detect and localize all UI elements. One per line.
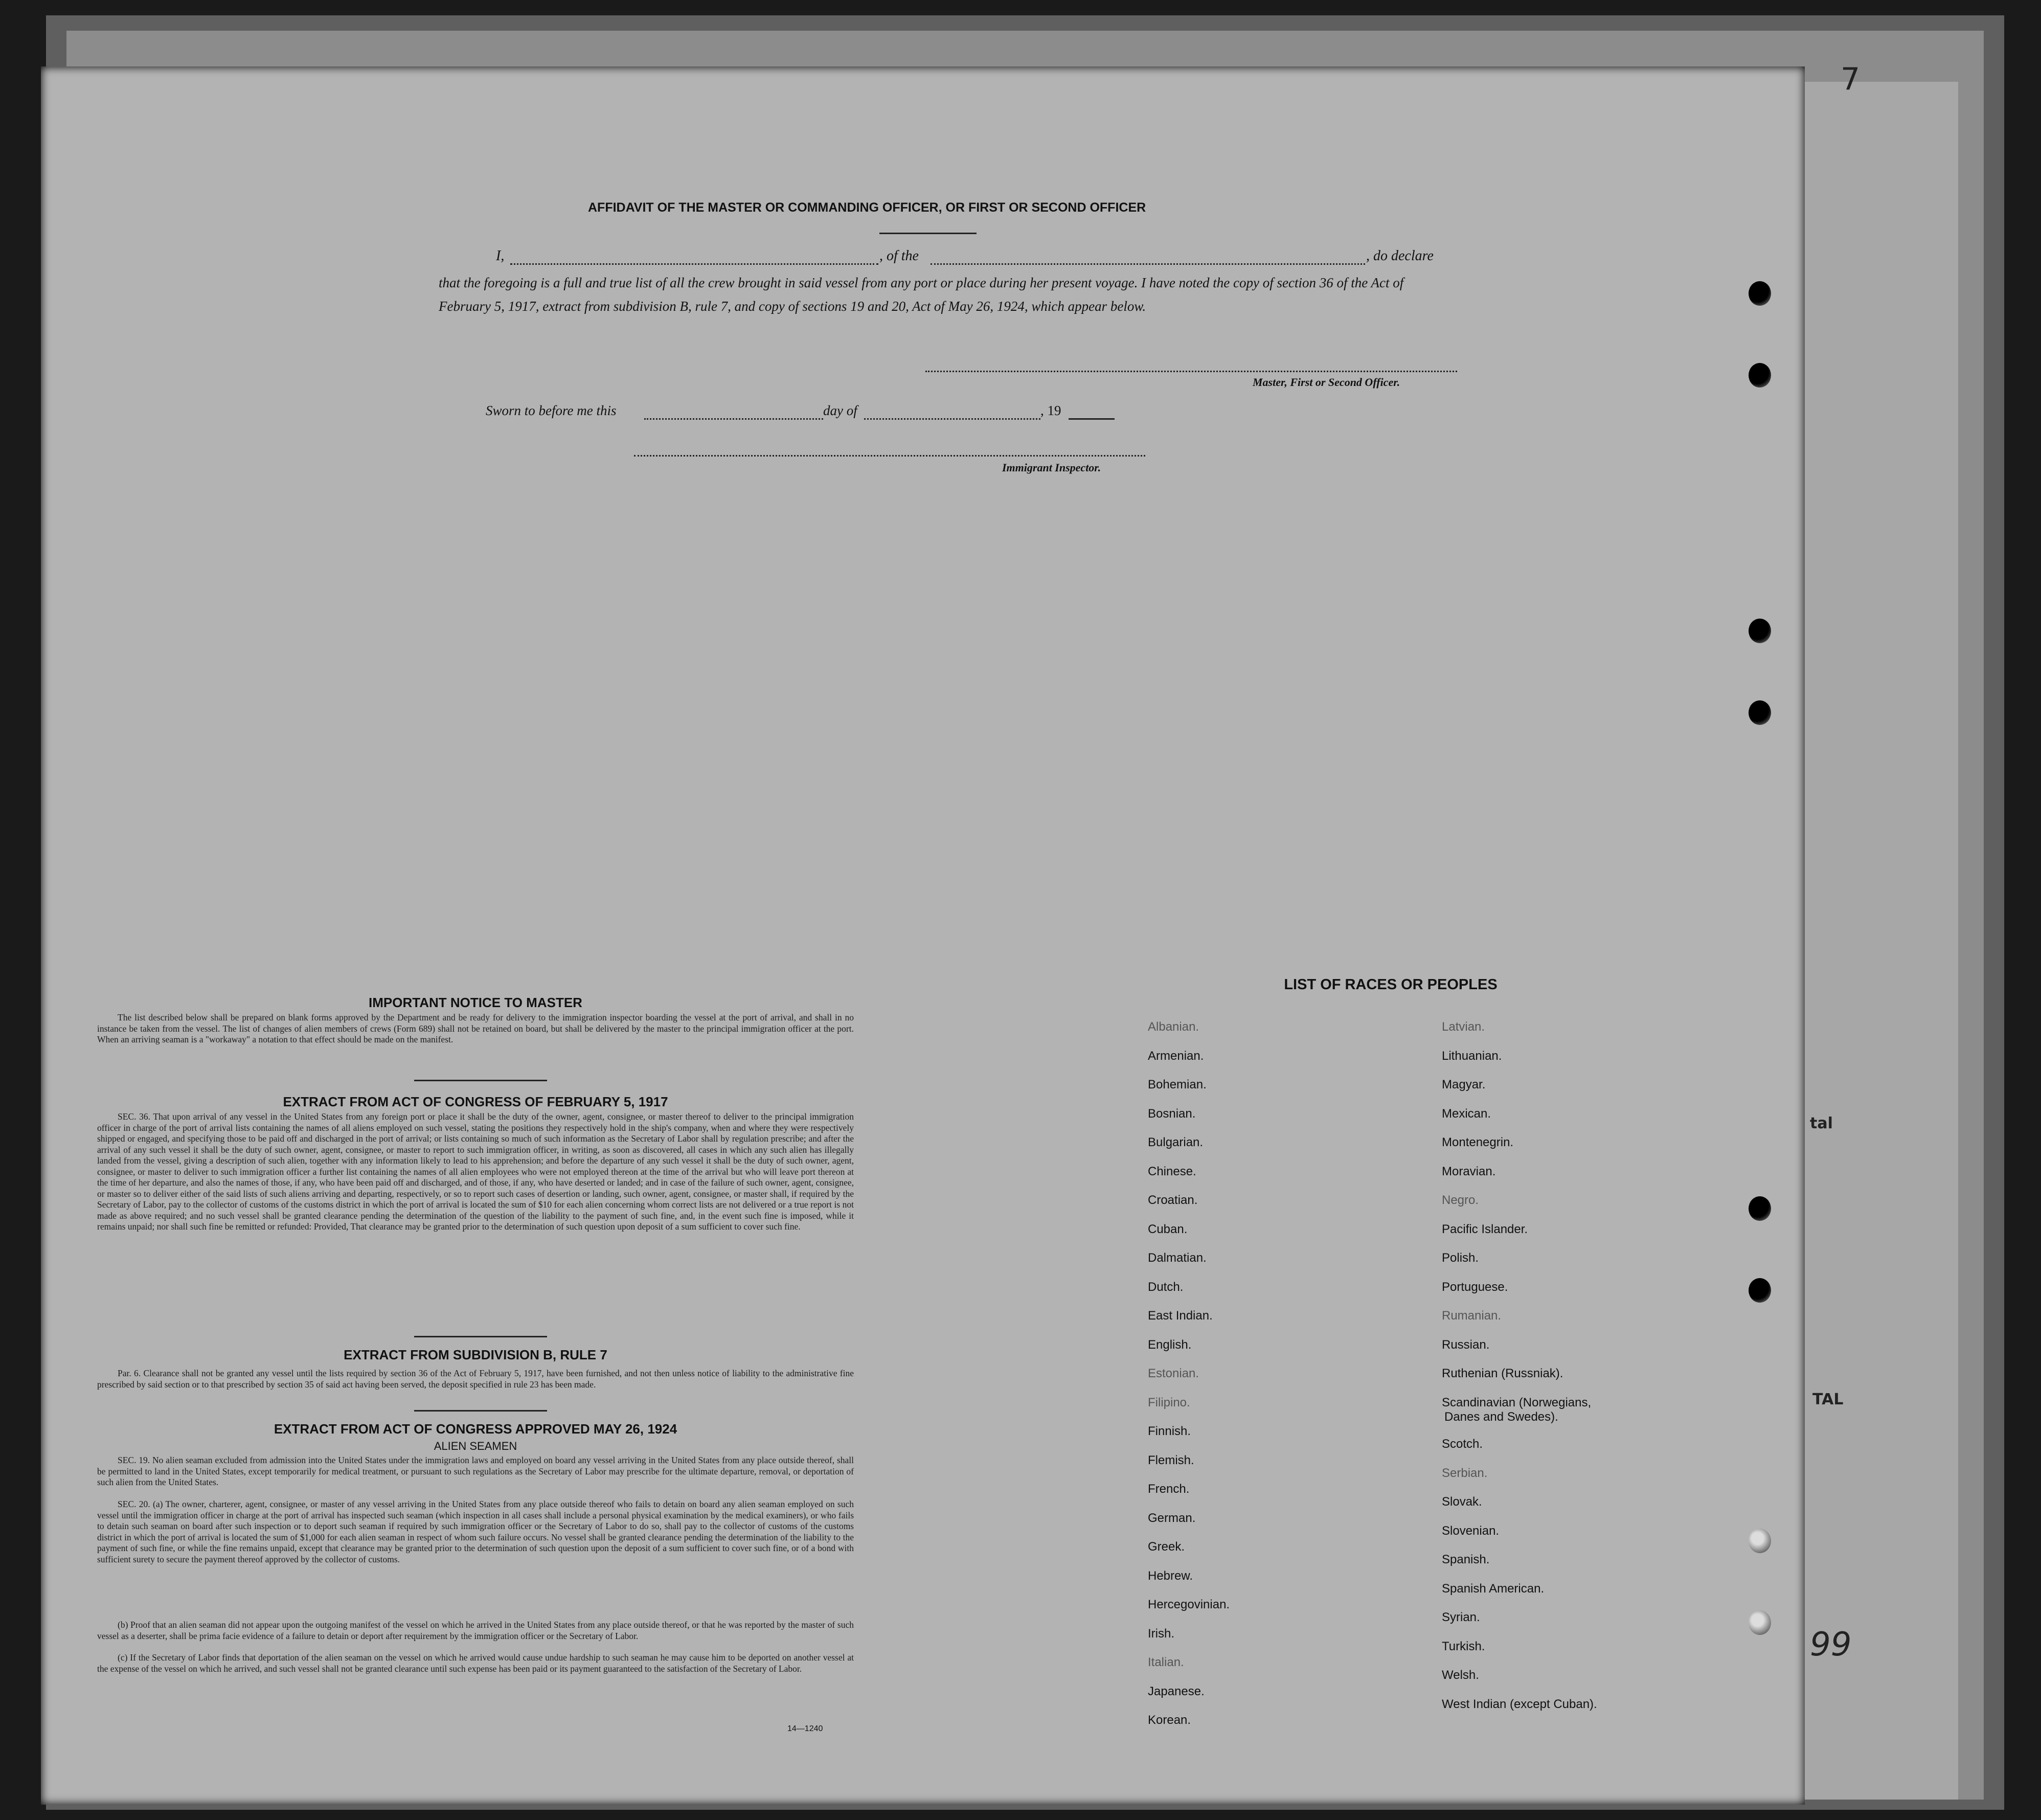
race-item: Scandinavian (Norwegians, <box>1442 1395 1592 1409</box>
sworn-prefix: Sworn to before me this <box>486 403 617 418</box>
race-item: Portuguese. <box>1442 1280 1508 1294</box>
race-item: Finnish. <box>1148 1424 1191 1438</box>
race-item: English. <box>1148 1337 1192 1352</box>
race-item: Japanese. <box>1148 1684 1205 1698</box>
extract-1924-title: EXTRACT FROM ACT OF CONGRESS APPROVED MAY 26, 1924 <box>274 1421 677 1437</box>
punch-hole <box>1749 700 1771 725</box>
title-divider <box>879 233 977 234</box>
sworn-month-blank <box>864 418 1040 420</box>
notice-text: The list described below shall be prepared on blank forms approved by the Department and be ready for delivery to the immigration inspector boarding the vessel at the port of arrival, and shall in no instance be taken from the vessel. The list of changes of alien members of crews (Form 689) shall not be retained on board, but shall be delivered by the master to the principal immigration officer at the port. When an arriving seaman is a "workaway" a notation to that effect should be made on the manifest. <box>97 1012 854 1044</box>
back-sheet-edge <box>1789 82 1958 1800</box>
divider <box>414 1080 547 1081</box>
race-item: West Indian (except Cuban). <box>1442 1697 1597 1711</box>
race-item: Bulgarian. <box>1148 1135 1204 1149</box>
punch-hole <box>1749 281 1771 306</box>
extract-1917-text: SEC. 36. That upon arrival of any vessel in the United States from any foreign port or place it shall be the duty of the owner, agent, consignee, or master thereof to deliver to the principal immigration officer in charge of the port of arrival lists containing the names of all aliens employed on such vessel, stating the positions they respectively hold in the ship's company, when and where they were respectively shipped or engaged, and specifying those to be paid off and discharged in the port of arrival; or lists containing so much of such information as the Secretary of Labor shall by regulation prescribe; and after the arrival of any such vessel it shall be the duty of such owner, agent, consignee, or master to report to such immigration officer, in writing, as soon as discovered, all cases in which any such alien has illegally landed from the vessel, giving a description of such alien, together with any information likely to lead to his apprehension; and before the departure of any such vessel it shall be the duty of such owner, agent, consignee, or master to deliver to such immigration officer a further list containing the names of all alien employees who were not employed thereon at the time of the arrival but who will leave port thereon at the time of her departure, and also the names of those, if any, who have been paid off and discharged, and of those, if any, who have deserted or landed; and in case of the failure of such owner, agent, consignee, or master so to deliver either of the said lists of such aliens arriving and departing, respectively, or so to report such cases of desertion or landing, such owner, agent, consignee, or master shall, if required by the Secretary of Labor, pay to the collector of customs of the customs district in which the port of arrival is located the sum of $10 for each alien concerning whom correct lists are not delivered or a true report is not made as above required; and no such vessel shall be granted clearance pending the determination of the question of the liability to the payment of such fine, and, in the event such fine is imposed, while it remains unpaid; nor shall such fine be remitted or refunded: Provided, That clearance may be granted prior to the determination of such question upon deposit of a sum sufficient to cover such fine. <box>97 1111 854 1232</box>
affidavit-i-label: I, <box>496 248 505 264</box>
race-item: Rumanian. <box>1442 1309 1502 1323</box>
margin-mark-tal: tal <box>1810 1114 1833 1132</box>
race-item: Hebrew. <box>1148 1568 1193 1583</box>
race-item: French. <box>1148 1482 1190 1496</box>
sec19-text: SEC. 19. No alien seaman excluded from admission into the United States under the immigration laws and employed on board any vessel arriving in the United States from any place outside thereof, shall be permitted to land in the United States, except temporarily for medical treatment, or pursuant to such regulations as the Secretary of Labor may prescribe for the ultimate departure, removal, or deportation of such alien from the United States. <box>97 1455 854 1487</box>
race-item: Syrian. <box>1442 1610 1480 1625</box>
race-item: Welsh. <box>1442 1668 1479 1682</box>
race-item: Greek. <box>1148 1540 1185 1554</box>
race-item: Polish. <box>1442 1251 1479 1265</box>
race-item: Filipino. <box>1148 1395 1190 1409</box>
divider <box>414 1410 547 1412</box>
race-item: Slovak. <box>1442 1495 1482 1509</box>
form-page <box>41 66 1805 1805</box>
race-item: Turkish. <box>1442 1639 1485 1653</box>
sworn-day-blank <box>644 418 823 420</box>
affidavit-of-label: , of the <box>879 248 919 264</box>
form-number: 14—1240 <box>787 1724 823 1733</box>
race-item: Lithuanian. <box>1442 1049 1502 1063</box>
sec20b-text: (b) Proof that an alien seaman did not appear upon the outgoing manifest of the vessel on which he arrived in the United States from any place outside thereof, or that he was reported by the master of such vessel as a deserter, shall be prima facie evidence of a failure to detain or deport after requirement by the immigration officer or the Secretary of Labor. <box>97 1620 854 1641</box>
punch-hole <box>1749 1278 1771 1303</box>
sworn-day-label: day of <box>823 403 857 418</box>
race-item: Hercegovinian. <box>1148 1598 1230 1611</box>
race-item: Estonian. <box>1148 1367 1199 1380</box>
sec20a-text: SEC. 20. (a) The owner, charterer, agent, consignee, or master of any vessel arriving in the United States from any place outside thereof who fails to detain on board any alien seaman employed on such vessel until the immigration officer in charge at the port of arrival has inspected such seaman (which inspection in all cases shall include a personal physical examination by the medical examiners), or who fails to detain such seaman on board after such inspection or to deport such seaman if required by such immigration officer or the Secretary of Labor to do so, shall pay to the collector of customs of the customs district in which the port of arrival is located the sum of $1,000 for each alien seaman in respect of whom such failure occurs. No vessel shall be granted clearance pending the determination of the liability to the payment of such fine, or while the fine remains unpaid, except that clearance may be granted prior to the determination of such question upon the deposit of a sum sufficient to cover such fine, or of a bond with sufficient surety to secure the payment thereof approved by the collector of customs. <box>97 1499 854 1564</box>
race-item: Chinese. <box>1148 1164 1196 1178</box>
sworn-year-blank <box>1069 418 1115 420</box>
race-item: Bosnian. <box>1148 1106 1196 1121</box>
race-item: Moravian. <box>1442 1164 1496 1178</box>
name-blank <box>510 263 878 265</box>
subdivision-title: EXTRACT FROM SUBDIVISION B, RULE 7 <box>344 1347 607 1362</box>
affidavit-title: AFFIDAVIT OF THE MASTER OR COMMANDING OFFICER, OR FIRST OR SECOND OFFICER <box>588 200 1146 215</box>
race-item: Irish. <box>1148 1626 1175 1641</box>
master-label: Master, First or Second Officer. <box>1253 376 1400 389</box>
race-item: Pacific Islander. <box>1442 1222 1528 1236</box>
race-item: Mexican. <box>1442 1106 1491 1121</box>
punch-hole <box>1749 1610 1771 1635</box>
affidavit-body: that the foregoing is a full and true list of all the crew brought in said vessel from any port or place during her present voyage. I have noted the copy of section 36 of the Act of February 5, 1917, extract from subdivision B, rule 7, and copy of sections 19 and 20, Act of May 26, 1924, which appear below. <box>439 275 1404 314</box>
race-item: Spanish American. <box>1442 1581 1545 1596</box>
inspector-label: Immigrant Inspector. <box>1002 461 1101 474</box>
corner-number: 7 <box>1841 61 1861 97</box>
race-item: Magyar. <box>1442 1078 1486 1091</box>
inspector-signature-line <box>634 455 1145 457</box>
race-item: Dalmatian. <box>1148 1251 1207 1265</box>
punch-hole <box>1749 363 1771 388</box>
punch-hole <box>1749 1529 1771 1553</box>
race-item: Croatian. <box>1148 1193 1198 1207</box>
race-item: Cuban. <box>1148 1222 1188 1236</box>
punch-hole <box>1749 1196 1771 1221</box>
punch-hole <box>1749 619 1771 643</box>
race-item: Italian. <box>1148 1655 1184 1669</box>
race-item: Korean. <box>1148 1713 1191 1727</box>
race-item: Ruthenian (Russniak). <box>1442 1367 1563 1380</box>
alien-seamen-subtitle: ALIEN SEAMEN <box>434 1440 517 1452</box>
race-item: Bohemian. <box>1148 1078 1207 1091</box>
extract-1917-title: EXTRACT FROM ACT OF CONGRESS OF FEBRUARY 5, 1917 <box>283 1094 668 1109</box>
race-item: Serbian. <box>1442 1466 1488 1480</box>
vessel-blank <box>931 263 1365 265</box>
sworn-year-label: , 19 <box>1040 403 1061 418</box>
margin-mark-TAL: TAL <box>1812 1391 1844 1408</box>
divider <box>414 1336 547 1337</box>
races-title: LIST OF RACES OR PEOPLES <box>1284 976 1498 993</box>
race-item: Armenian. <box>1148 1049 1204 1063</box>
race-item: Scotch. <box>1442 1437 1483 1451</box>
race-item: Negro. <box>1442 1193 1479 1207</box>
race-item: Spanish. <box>1442 1553 1490 1567</box>
race-item-scandinavian-cont: Danes and Swedes). <box>1444 1410 1558 1424</box>
master-signature-line <box>925 371 1457 372</box>
race-item: Slovenian. <box>1442 1523 1500 1538</box>
notice-title: IMPORTANT NOTICE TO MASTER <box>369 995 582 1010</box>
affidavit-declare-label: , do declare <box>1366 248 1434 264</box>
race-item: Albanian. <box>1148 1020 1199 1034</box>
margin-mark-99: 99 <box>1810 1626 1852 1664</box>
race-item: Montenegrin. <box>1442 1135 1514 1149</box>
race-item: Latvian. <box>1442 1020 1485 1034</box>
race-item: Dutch. <box>1148 1280 1184 1294</box>
sec20c-text: (c) If the Secretary of Labor finds that deportation of the alien seaman on the vessel on which he arrived would cause undue hardship to such seaman he may cause him to be deported on another vessel at the expense of the vessel on which he arrived, and such vessel shall not be granted clearance until such expense has been paid or its payment guaranteed to the satisfaction of the Secretary of Labor. <box>97 1652 854 1674</box>
race-item: Russian. <box>1442 1337 1490 1352</box>
race-item: Flemish. <box>1148 1453 1194 1467</box>
subdivision-text: Par. 6. Clearance shall not be granted any vessel until the lists required by section 36 of the Act of February 5, 1917, have been furnished, and not then unless notice of liability to the administrative fine prescribed by said section or to that prescribed by section 35 of said act having been served, the deposit specified in rule 23 has been made. <box>97 1368 854 1390</box>
race-item: East Indian. <box>1148 1309 1213 1323</box>
race-item: German. <box>1148 1511 1196 1525</box>
